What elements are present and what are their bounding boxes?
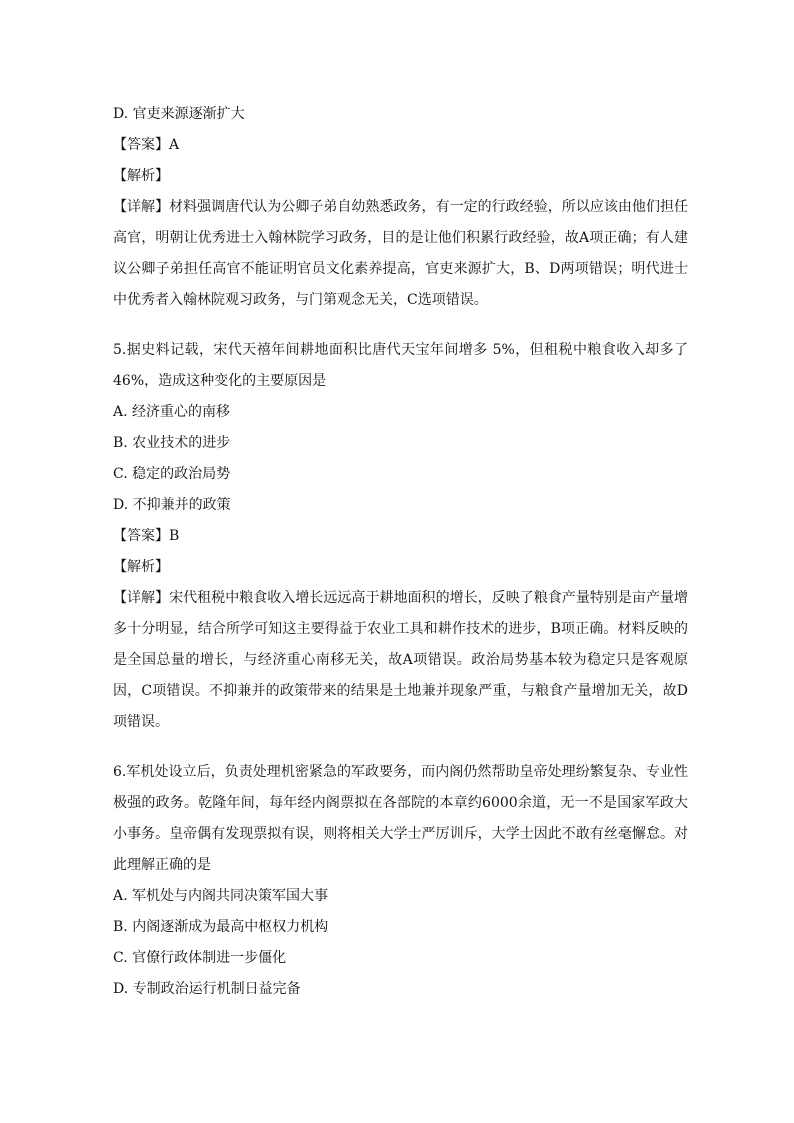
q4-option-d: D. 官吏来源逐渐扩大 <box>113 106 245 122</box>
q5-answer: 【答案】B <box>113 528 180 544</box>
q6-option-d: D. 专制政治运行机制日益完备 <box>113 981 301 997</box>
spacer <box>113 316 688 335</box>
spacer <box>113 738 688 757</box>
q6-question: 6.军机处设立后，负责处理机密紧急的军政要务，而内阁仍然帮助皇帝处理纷繁复杂、专业性极强的政务。乾隆年间，每年经内阁票拟在各部院的本章约6000余道，无一不是国家军政大小事务。皇帝偶有发现票拟有误，则将相关大学士严厉训斥，大学士因此不敢有丝毫懈怠。对此理解正确的是 <box>113 764 688 873</box>
q5-analysis-label: 【解析】 <box>113 559 169 575</box>
q5-option-c: C. 稳定的政治局势 <box>113 466 231 482</box>
q6-option-b: B. 内阁逐渐成为最高中枢权力机构 <box>113 919 329 935</box>
q6-option-c: C. 官僚行政体制进一步僵化 <box>113 950 287 966</box>
q4-detail: 【详解】材料强调唐代认为公卿子弟自幼熟悉政务，有一定的行政经验，所以应该由他们担任高官，明朝让优秀进士入翰林院学习政务，目的是让他们积累行政经验，故A项正确；有人建议公卿子弟担任高官不能证明官员文化素养提高，官吏来源扩大，B、D两项错误；明代进士中优秀者入翰林院观习政务，与门第观念无关，C选项错误。 <box>113 199 688 308</box>
q4-answer: 【答案】A <box>113 137 180 153</box>
q5-option-d: D. 不抑兼并的政策 <box>113 497 231 513</box>
q5-option-a: A. 经济重心的南移 <box>113 404 231 420</box>
q6-option-a: A. 军机处与内阁共同决策军国大事 <box>113 888 329 904</box>
q4-analysis-label: 【解析】 <box>113 168 169 184</box>
document-page <box>113 99 688 1005</box>
q5-detail: 【详解】宋代租税中粮食收入增长远远高于耕地面积的增长，反映了粮食产量特别是亩产量增多十分明显，结合所学可知这主要得益于农业工具和耕作技术的进步，B项正确。材料反映的是全国总量的增长，与经济重心南移无关，故A项错误。政治局势基本较为稳定只是客观原因，C项错误。不抑兼并的政策带来的结果是土地兼并现象严重，与粮食产量增加无关，故D项错误。 <box>113 590 688 730</box>
q5-option-b: B. 农业技术的进步 <box>113 435 231 451</box>
q5-question: 5.据史料记载，宋代天禧年间耕地面积比唐代天宝年间增多 5%，但租税中粮食收入却多了46%，造成这种变化的主要原因是 <box>113 342 688 389</box>
